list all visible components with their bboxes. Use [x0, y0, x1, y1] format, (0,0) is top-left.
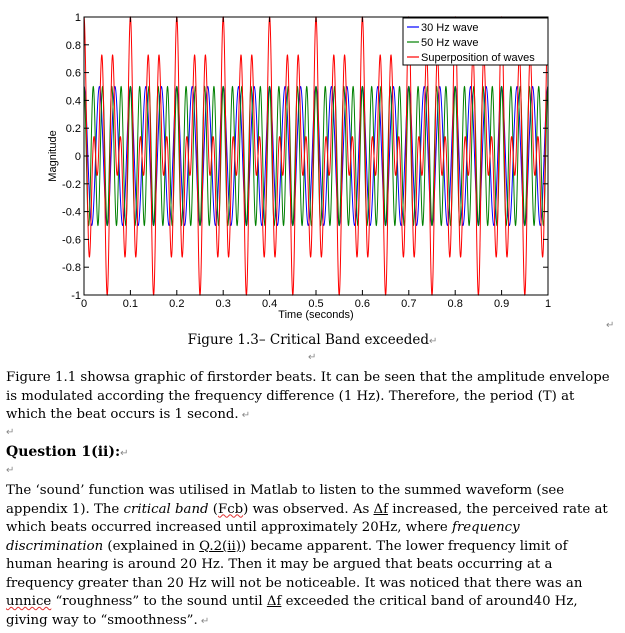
x-tick-label: 0.9: [493, 298, 510, 310]
y-tick-label: 1: [74, 12, 81, 24]
paragraph-critical-band: The ‘sound’ function was utilised in Matlab to listen to the summed waveform (see appendix 1). The critical band (Fcb) was observed. As Δf increased, the perceived rate at which beats occurred increased until approximately 20Hz, where frequency discrimination (explained in Q.2(ii)) became apparent. The lower frequency limit of human hearing is around 20 Hz. Then it may be argued that beats occurring at a frequency greater than 20 Hz will not be noticeable. It was noticed that there was an unnice “roughness” to the sound until Δf exceeded the critical band of around40 Hz, giving way to “smoothness”. ↵: [6, 483, 608, 628]
text-run: “roughness” to the sound until: [51, 594, 267, 609]
paragraph-mark: ↵: [6, 465, 15, 476]
term-delta-f: Δf: [266, 594, 282, 609]
figure-caption: Figure 1.3– Critical Band exceeded↵: [187, 332, 438, 348]
paragraph-text: Figure 1.1 showsa graphic of firstorder beats. It can be seen that the amplitude envelope is modulated according the frequency difference (1 Hz). Therefore, the period (T) at which the beat occurs is 1 second.: [6, 370, 610, 422]
term-fcb: Fcb: [217, 501, 244, 517]
text-run: ) was observed. As: [243, 501, 374, 517]
paragraph-mark: ↵: [606, 320, 615, 331]
x-tick-label: 0.2: [169, 298, 185, 310]
legend-label-50hz: 50 Hz wave: [421, 37, 479, 49]
paragraph-mark: ↵: [6, 427, 15, 438]
x-tick-label: 0.4: [261, 298, 278, 310]
term-frequency-discrimination: frequency discrimination: [6, 520, 520, 554]
text-run: (: [208, 501, 218, 517]
term-unnice: unnice: [6, 594, 52, 609]
x-tick-label: 0.3: [215, 298, 231, 310]
y-tick-label: -0.8: [62, 262, 81, 275]
y-tick-label: -0.6: [62, 234, 81, 247]
text-run: The ‘sound’ function was utilised in Matlab to listen to the summed waveform (see appendix 1). The: [6, 483, 565, 517]
x-tick-label: 0: [80, 298, 88, 310]
legend: [403, 18, 548, 65]
y-tick-label: 0.8: [65, 39, 81, 52]
text-run: exceeded the critical band of around40 Hz, giving way to “smoothness”.: [6, 594, 578, 628]
question-reference: Q.2(ii): [199, 538, 241, 554]
x-tick-label: 0.7: [401, 298, 417, 310]
legend-label-superposition: Superposition of waves: [421, 52, 535, 64]
y-axis-label: Magnitude: [47, 130, 59, 182]
y-tick-label: 0.2: [65, 123, 81, 136]
x-axis-label: Time (seconds): [278, 309, 354, 321]
term-delta-f: Δf: [373, 501, 389, 517]
text-run: (explained in: [103, 538, 200, 554]
x-tick-label: 1: [544, 298, 552, 310]
x-tick-label: 0.5: [308, 298, 324, 310]
legend-label-30hz: 30 Hz wave: [421, 22, 479, 34]
y-tick-label: -1: [71, 290, 81, 302]
y-tick-label: 0.4: [65, 95, 81, 108]
x-tick-label: 0.8: [447, 298, 463, 310]
y-tick-label: -0.4: [62, 206, 81, 219]
y-tick-label: 0: [74, 151, 81, 163]
paragraph-mark: ↵: [308, 352, 317, 363]
question-heading: Question 1(ii):↵: [6, 444, 129, 460]
text-run: increased, the perceived rate at which beats occurred increased until approximately 20Hz, where: [6, 501, 608, 535]
term-critical-band: critical band: [123, 501, 209, 517]
x-tick-label: 0.1: [122, 298, 139, 310]
question-heading-text: Question 1(ii):: [6, 444, 121, 460]
y-tick-label: 0.6: [65, 67, 81, 80]
x-tick-label: 0.6: [354, 298, 371, 310]
y-tick-label: -0.2: [62, 178, 81, 191]
figure-caption-text: Figure 1.3– Critical Band exceeded: [187, 332, 429, 348]
paragraph-figure-description: Figure 1.1 showsa graphic of firstorder beats. It can be seen that the amplitude envelope is modulated according the frequency difference (1 Hz). Therefore, the period (T) at which the beat occurs is 1 second. ↵: [6, 370, 610, 422]
text-run: ) became apparent. The lower frequency limit of human hearing is around 20 Hz. Then it may be argued that beats occurring at a frequency greater than 20 Hz will not be noticeable. It was noticed that there was an: [6, 538, 583, 591]
